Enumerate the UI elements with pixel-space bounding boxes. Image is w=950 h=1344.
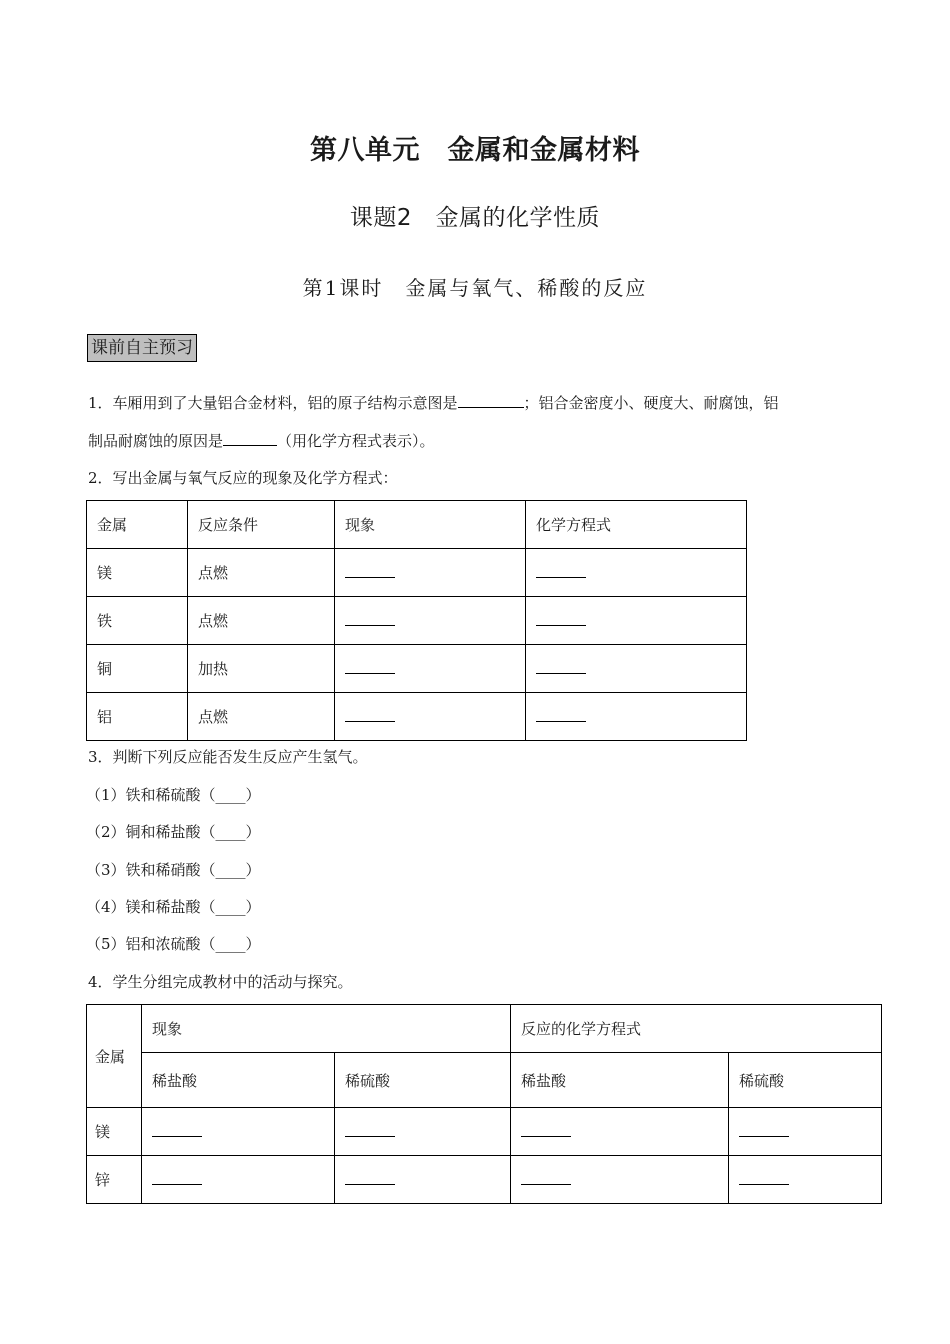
q2-condition-cell: 点燃 [188,549,335,597]
answer-blank[interactable] [536,659,586,674]
q1-line1 [88,392,779,413]
q2-equation-cell [526,549,747,597]
q4-sub-header: 稀盐酸 [142,1053,335,1108]
q2-phenomenon-cell [335,549,526,597]
answer-blank[interactable] [521,1122,571,1137]
q2-header-metal: 金属 [87,501,188,549]
q4-answer-cell [511,1108,729,1156]
q2-metal-cell: 铜 [87,645,188,693]
q3-item: （2）铜和稀盐酸（____） [86,823,261,841]
q1-blank-structure[interactable] [458,392,524,408]
q4-sub-header: 稀硫酸 [729,1053,882,1108]
answer-blank[interactable] [536,707,586,722]
table-row [87,693,747,741]
q4-answer-cell [142,1156,335,1204]
q2-prompt: 2．写出金属与氧气反应的现象及化学方程式： [88,469,398,487]
q1-text-b: ；铝合金密度小、硬度大、耐腐蚀，铝 [523,394,779,412]
q2-metal-cell: 铝 [87,693,188,741]
section-label: 课前自主预习 [87,334,197,362]
q4-answer-cell [142,1108,335,1156]
q2-header-phenomenon: 现象 [335,501,526,549]
q4-header-phenomenon: 现象 [142,1005,511,1053]
q4-prompt: 4．学生分组完成教材中的活动与探究。 [88,973,353,991]
q4-group-header-row [87,1005,882,1053]
table-row [87,645,747,693]
answer-blank[interactable] [345,611,395,626]
unit-title: 第八单元 金属和金属材料 [310,135,640,166]
answer-blank[interactable] [152,1122,202,1137]
q2-condition-cell: 加热 [188,645,335,693]
table-row [87,597,747,645]
answer-blank[interactable] [521,1170,571,1185]
q2-condition-cell: 点燃 [188,693,335,741]
q1-text-c: 制品耐腐蚀的原因是 [88,432,224,450]
table-row [87,1156,882,1204]
q4-table [86,1004,882,1204]
q2-condition-cell: 点燃 [188,597,335,645]
q2-header-equation: 化学方程式 [526,501,747,549]
answer-blank[interactable] [536,611,586,626]
q4-answer-cell [335,1156,511,1204]
q2-header-row [87,501,747,549]
q3-item: （3）铁和稀硝酸（____） [86,861,261,879]
q2-equation-cell [526,645,747,693]
q4-answer-cell [729,1108,882,1156]
q4-sub-header-row [87,1053,882,1108]
answer-blank[interactable] [536,563,586,578]
q1-line2 [88,430,435,451]
answer-blank[interactable] [345,707,395,722]
table-row [87,1108,882,1156]
q2-phenomenon-cell [335,597,526,645]
q4-header-metal: 金属 [87,1005,142,1108]
q2-equation-cell [526,597,747,645]
q2-phenomenon-cell [335,693,526,741]
answer-blank[interactable] [345,1122,395,1137]
answer-blank[interactable] [345,563,395,578]
answer-blank[interactable] [345,659,395,674]
q2-metal-cell: 镁 [87,549,188,597]
q1-blank-equation[interactable] [223,430,277,446]
answer-blank[interactable] [152,1170,202,1185]
table-row [87,549,747,597]
q2-equation-cell [526,693,747,741]
q2-metal-cell: 铁 [87,597,188,645]
q4-answer-cell [511,1156,729,1204]
answer-blank[interactable] [345,1170,395,1185]
q2-phenomenon-cell [335,645,526,693]
q3-item: （4）镁和稀盐酸（____） [86,898,261,916]
topic-title: 课题2 金属的化学性质 [349,205,601,231]
q4-metal-cell: 锌 [87,1156,142,1204]
q3-item: （5）铝和浓硫酸（____） [86,935,261,953]
q4-header-equation: 反应的化学方程式 [511,1005,882,1053]
q4-answer-cell [335,1108,511,1156]
q4-metal-cell: 镁 [87,1108,142,1156]
q1-text-a: 1．车厢用到了大量铝合金材料，铝的原子结构示意图是 [88,394,458,412]
q3-item: （1）铁和稀硫酸（____） [86,786,261,804]
q1-text-d: （用化学方程式表示）。 [277,432,435,450]
q4-sub-header: 稀硫酸 [335,1053,511,1108]
q4-sub-header: 稀盐酸 [511,1053,729,1108]
lesson-title: 第1课时 金属与氧气、稀酸的反应 [302,276,648,300]
q2-table [86,500,747,741]
q3-prompt: 3．判断下列反应能否发生反应产生氢气。 [88,748,368,766]
q2-header-condition: 反应条件 [188,501,335,549]
answer-blank[interactable] [739,1170,789,1185]
answer-blank[interactable] [739,1122,789,1137]
q4-answer-cell [729,1156,882,1204]
